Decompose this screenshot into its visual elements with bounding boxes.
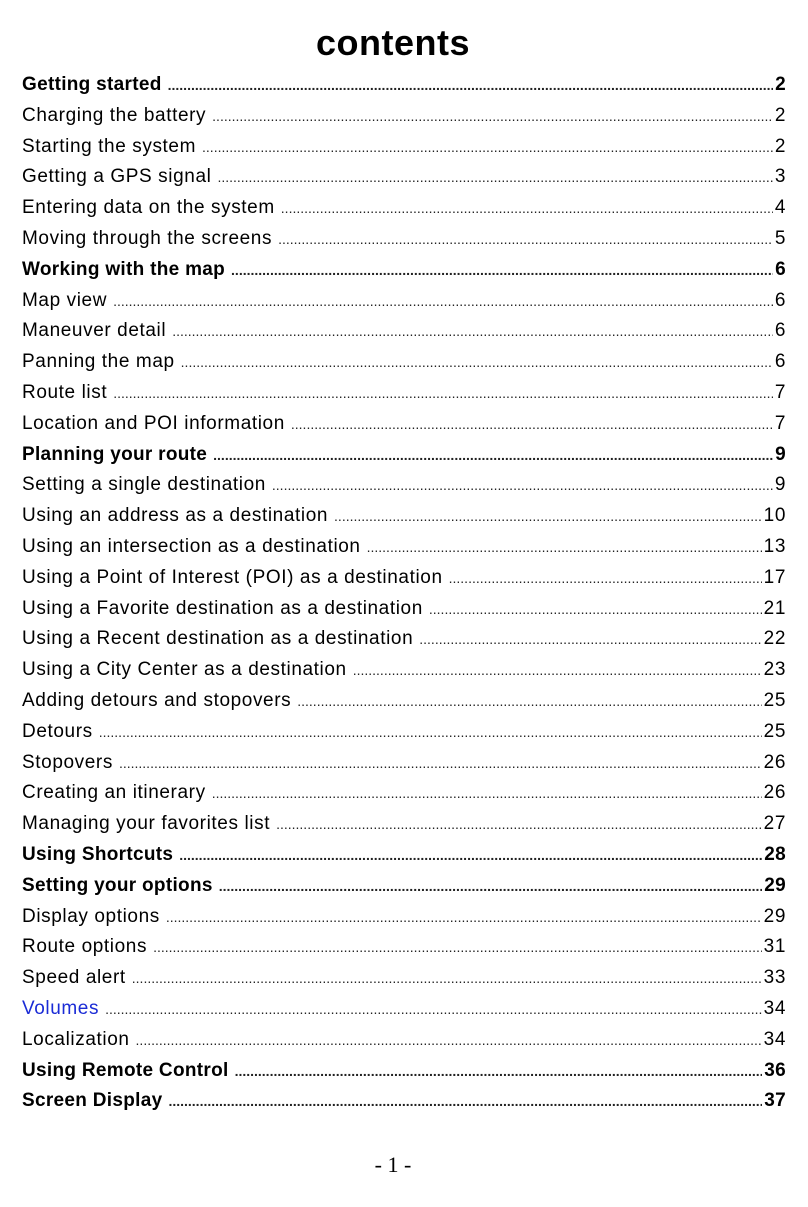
- toc-entry-label: Stopovers: [22, 751, 113, 773]
- toc-entry-label: Getting started: [22, 74, 162, 95]
- toc-entry-label: Working with the map: [22, 258, 226, 280]
- toc-entry[interactable]: [22, 316, 786, 347]
- toc-entry-page-number: 6: [775, 258, 786, 280]
- toc-entry[interactable]: [22, 1025, 786, 1056]
- toc-section-heading[interactable]: [22, 70, 786, 101]
- dot-leader: [419, 624, 761, 655]
- toc-entry-page-number: 29: [764, 874, 786, 896]
- toc-entry[interactable]: [22, 378, 786, 409]
- toc-entry[interactable]: [22, 717, 786, 748]
- toc-entry-page-number: 4: [774, 197, 786, 219]
- dot-leader: [99, 717, 762, 748]
- toc-entry-label: Setting a single destination: [22, 474, 266, 496]
- toc-entry-page-number: 31: [763, 936, 786, 958]
- toc-entry-label: Using a Point of Interest (POI) as a destination: [22, 566, 443, 588]
- toc-entry[interactable]: [22, 132, 786, 163]
- dot-leader: [235, 1056, 763, 1087]
- toc-entry-page-number: 25: [763, 720, 786, 742]
- dot-leader: [179, 840, 762, 871]
- toc-entry-label: Using Shortcuts: [22, 843, 174, 865]
- dot-leader: [168, 70, 774, 101]
- toc-entry-page-number: 21: [763, 597, 786, 619]
- toc-entry[interactable]: [22, 162, 786, 193]
- toc-entry-label: Using a Recent destination as a destination: [22, 628, 414, 650]
- toc-entry-page-number: 33: [763, 967, 786, 989]
- toc-entry-page-number: 26: [763, 782, 786, 804]
- toc-entry-page-number: 2: [775, 74, 786, 95]
- dot-leader: [105, 994, 762, 1025]
- toc-entry[interactable]: [22, 286, 786, 317]
- toc-entry-label: Managing your favorites list: [22, 813, 271, 835]
- dot-leader: [217, 162, 772, 193]
- toc-entry[interactable]: [22, 994, 786, 1025]
- toc-entry-page-number: 9: [775, 443, 786, 465]
- toc-entry-page-number: 6: [774, 351, 786, 373]
- toc-entry[interactable]: [22, 347, 786, 378]
- dot-leader: [166, 902, 762, 933]
- toc-entry[interactable]: [22, 655, 786, 686]
- toc-entry-page-number: 22: [763, 628, 786, 650]
- toc-entry-page-number: 34: [763, 1028, 786, 1050]
- dot-leader: [291, 409, 773, 440]
- toc-entry-label: Route list: [22, 381, 108, 403]
- toc-entry-label: Setting your options: [22, 874, 213, 896]
- toc-entry[interactable]: [22, 409, 786, 440]
- dot-leader: [272, 470, 773, 501]
- toc-entry-page-number: 10: [763, 505, 786, 527]
- toc-entry[interactable]: [22, 101, 786, 132]
- toc-section-heading[interactable]: [22, 840, 786, 871]
- dot-leader: [113, 286, 773, 317]
- toc-entry[interactable]: [22, 809, 786, 840]
- dot-leader: [153, 932, 762, 963]
- toc-entry-label: Localization: [22, 1028, 130, 1050]
- toc-entry-page-number: 7: [774, 381, 786, 403]
- dot-leader: [334, 501, 762, 532]
- toc-entry-page-number: 23: [763, 659, 786, 681]
- dot-leader: [231, 255, 773, 286]
- toc-entry[interactable]: [22, 594, 786, 625]
- toc-entry[interactable]: [22, 501, 786, 532]
- toc-entry-label: Moving through the screens: [22, 227, 273, 249]
- toc-entry-label: Map view: [22, 289, 108, 311]
- toc-entry-page-number: 37: [764, 1090, 786, 1112]
- toc-entry-page-number: 13: [763, 535, 786, 557]
- toc-entry-page-number: 2: [774, 135, 786, 157]
- dot-leader: [278, 224, 773, 255]
- toc-section-heading[interactable]: [22, 440, 786, 471]
- dot-leader: [136, 1025, 762, 1056]
- toc-entry-label: Display options: [22, 905, 160, 927]
- dot-leader: [212, 101, 773, 132]
- dot-leader: [276, 809, 762, 840]
- dot-leader: [113, 378, 773, 409]
- dot-leader: [213, 440, 773, 471]
- toc-entry-label: Speed alert: [22, 967, 126, 989]
- dot-leader: [449, 563, 762, 594]
- toc-entry-label: Planning your route: [22, 443, 208, 465]
- dot-leader: [367, 532, 762, 563]
- toc-entry[interactable]: [22, 932, 786, 963]
- dot-leader: [281, 193, 773, 224]
- toc-entry[interactable]: [22, 686, 786, 717]
- toc-entry-page-number: 25: [763, 689, 786, 711]
- dot-leader: [219, 871, 763, 902]
- toc-entry[interactable]: [22, 778, 786, 809]
- dot-leader: [212, 778, 762, 809]
- toc-entry[interactable]: [22, 902, 786, 933]
- dot-leader: [172, 316, 773, 347]
- toc-entry[interactable]: [22, 748, 786, 779]
- toc-entry[interactable]: [22, 193, 786, 224]
- toc-entry-page-number: 27: [763, 813, 786, 835]
- toc-entry-page-number: 17: [763, 566, 786, 588]
- toc-entry-label: Entering data on the system: [22, 197, 275, 219]
- toc-section-heading[interactable]: [22, 1056, 786, 1087]
- page-title: contents: [315, 22, 470, 63]
- dot-leader: [168, 1086, 762, 1117]
- toc-entry-label: Charging the battery: [22, 104, 207, 126]
- dot-leader: [119, 748, 762, 779]
- toc-entry[interactable]: [22, 624, 786, 655]
- toc-entry-label: Route options: [22, 936, 148, 958]
- toc-entry-page-number: 6: [774, 320, 786, 342]
- dot-leader: [353, 655, 762, 686]
- toc-entry-page-number: 36: [764, 1059, 786, 1081]
- toc-entry-page-number: 34: [763, 997, 786, 1019]
- toc-entry-label: Detours: [22, 720, 93, 742]
- toc-entry-label: Starting the system: [22, 135, 197, 157]
- toc-entry-page-number: 6: [774, 289, 786, 311]
- toc-entry-label: Getting a GPS signal: [22, 166, 212, 188]
- toc-entry-label: Using a City Center as a destination: [22, 659, 347, 681]
- toc-entry-page-number: 26: [763, 751, 786, 773]
- toc-entry-label: Panning the map: [22, 351, 175, 373]
- dot-leader: [297, 686, 761, 717]
- toc-section-heading[interactable]: [22, 871, 786, 902]
- toc-entry-label: Using an address as a destination: [22, 505, 329, 527]
- toc-entry[interactable]: [22, 532, 786, 563]
- table-of-contents: [22, 70, 786, 1117]
- toc-entry-label: Location and POI information: [22, 412, 285, 434]
- toc-entry-label: Screen Display: [22, 1090, 163, 1112]
- toc-entry-label: Using a Favorite destination as a destination: [22, 597, 423, 619]
- toc-entry-page-number: 3: [774, 166, 786, 188]
- toc-section-heading[interactable]: [22, 255, 786, 286]
- toc-entry-label: Adding detours and stopovers: [22, 689, 292, 711]
- toc-entry-label: Using Remote Control: [22, 1059, 229, 1081]
- toc-entry-page-number: 7: [774, 412, 786, 434]
- dot-leader: [202, 132, 773, 163]
- page-number-footer: - 1 -: [374, 1152, 412, 1177]
- toc-entry-page-number: 29: [763, 905, 786, 927]
- dot-leader: [429, 594, 762, 625]
- toc-entry-label: Creating an itinerary: [22, 782, 206, 804]
- toc-entry-page-number: 5: [774, 227, 786, 249]
- toc-entry-page-number: 2: [774, 104, 786, 126]
- toc-entry-label[interactable]: Volumes: [22, 997, 100, 1019]
- toc-entry[interactable]: [22, 563, 786, 594]
- dot-leader: [181, 347, 773, 378]
- toc-section-heading[interactable]: [22, 1086, 786, 1117]
- toc-entry-page-number: 28: [764, 843, 786, 865]
- toc-entry[interactable]: [22, 963, 786, 994]
- toc-entry[interactable]: [22, 224, 786, 255]
- dot-leader: [132, 963, 762, 994]
- toc-entry-page-number: 9: [774, 474, 786, 496]
- toc-entry-label: Maneuver detail: [22, 320, 167, 342]
- toc-entry[interactable]: [22, 470, 786, 501]
- toc-entry-label: Using an intersection as a destination: [22, 535, 361, 557]
